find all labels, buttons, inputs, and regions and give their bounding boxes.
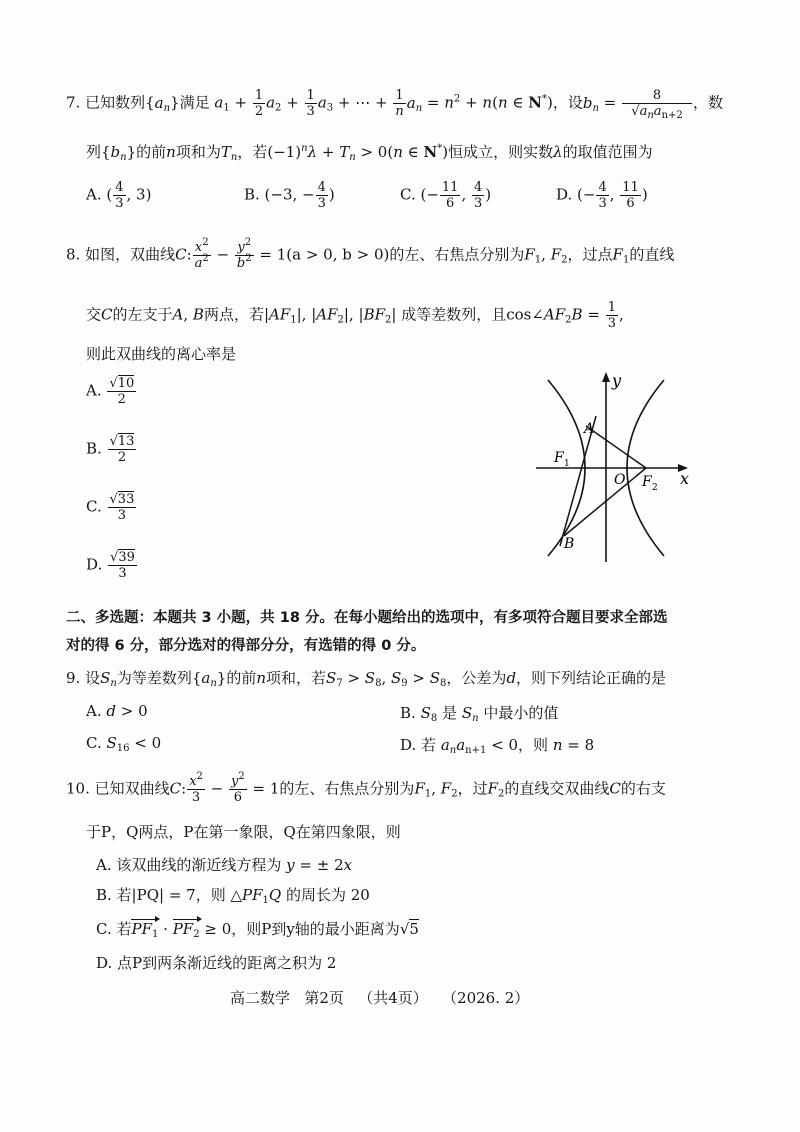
q9-line1: 9. 设$S_n$为等差数列$\{a_n\}$的前n项和，若$S_7 > S_8$, $S_9 > S_8$，公差为d，则下列结论正确的是 [66,669,667,689]
q7-option-a: A. ( $\frac{4}{3}$ , 3) [86,180,152,211]
q9-number: 9. [66,669,81,687]
section2-heading-line2: 对的得 6 分，部分选对的得部分分，有选错的得 0 分。 [66,638,426,654]
q7-line2: 列$\{b_n\}$的前n项和为$T_n$，若$(-1)^n\lambda + T_n > 0(n$ ∈ N*)恒成立，则实数λ的取值范围为 [86,143,653,163]
q7-option-b: B. (−3, − $\frac{4}{3}$ ) [244,180,335,211]
y-axis-arrow [602,372,610,382]
q8-line2: 交C的左支于A, B两点，若$|AF_1|$, $|AF_2|$, $|BF_2|$ 成等差数列，且$\cos\angle AF_2B$ = $\frac{1}{3}$ , [86,300,624,331]
q8-option-a: A. $\frac{√10}{2}$ [86,376,135,407]
label-F1-sub: 1 [564,459,570,469]
q10-option-c: C. 若$PF_1 \cdot PF_2 \ge 0$，则P到y轴的最小距离为√5 [96,920,419,940]
q10-line2: 于P，Q两点，P在第一象限，Q在第四象限，则 [86,823,401,841]
footer-total: （共4页） [358,989,428,1007]
footer-subject: 高二数学 [230,989,291,1007]
segment-A-F2 [586,426,646,468]
q10-option-b: B. 若|PQ| = 7，则 $\triangle PF_1Q$ 的周长为 20 [96,886,370,906]
q10-line1: 10. 已知双曲线C: $\frac{x^2}{3}$ − $\frac{y^2}{6}$ = 1的左、右焦点分别为$F_1$, $F_2$，过$F_2$的直线交双曲线C的右支 [66,771,666,805]
footer-page: 第2页 [304,989,344,1007]
label-F2-sub: 2 [652,483,658,493]
q9-option-c: C. $S_{16} < 0$ [86,734,162,754]
q7-number: 7. [66,93,81,112]
q10-number: 10. [66,779,90,798]
q7-line1: 7. 已知数列$\{a_n\}$满足 $a_1$ + $\frac{1}{2}$ $a_2$ + $\frac{1}{3}$ $a_3$ + ⋯ + $\frac{1}{n}$ $a_n = n^2 + n(n$ ∈ N*)，设$b_n$ = $\frac{8}{√a_na_{n+2}}$ ，数 [66,88,724,121]
q9-option-d: D. 若 $a_na_{n+1} < 0$，则 n = 8 [400,736,595,756]
q9-option-b: B. $S_8$ 是 $S_n$ 中最小的值 [400,704,559,724]
label-O: O [614,472,626,488]
label-x: x [680,469,690,488]
q9-option-a: A. d > 0 [86,702,148,720]
q10-option-a: A. 该双曲线的渐近线方程为 y = ± 2x [96,856,353,874]
q8-option-c: C. $\frac{√33}{3}$ [86,492,135,523]
section2-heading-line1: 二、多选题：本题共 3 小题，共 18 分。在每小题给出的选项中，有多项符合题目要求全部选 [66,610,668,626]
q10-option-d: D. 点P到两条渐近线的距离之积为 2 [96,954,337,972]
hyperbola-figure [530,366,700,566]
q8-number: 8. [66,245,81,264]
q8-line3: 则此双曲线的离心率是 [86,345,237,363]
q8-option-d: D. $\frac{√39}{3}$ [86,550,135,581]
q8-option-b: B. $\frac{√13}{2}$ [86,434,135,465]
q8-line1: 8. 如图，双曲线C: $\frac{x^2}{a^2}$ − $\frac{y^2}{b^2}$ = 1(a > 0, b > 0)的左、右焦点分别为$F_1$, $F_2$，过点$F_1$的直线 [66,237,675,271]
label-B: B [564,536,575,552]
label-A: A [584,421,595,437]
label-F2: F [642,474,652,490]
label-F1: F [554,450,564,466]
segment-B-F2 [564,468,646,536]
label-y: y [612,371,622,390]
page-footer [230,988,529,1008]
footer-date: （2026. 2） [442,989,530,1007]
q7-option-c: C. (− $\frac{11}{6}$ , $\frac{4}{3}$ ) [400,180,492,211]
q7-option-d: D. (− $\frac{4}{3}$ , $\frac{11}{6}$ ) [556,180,648,211]
